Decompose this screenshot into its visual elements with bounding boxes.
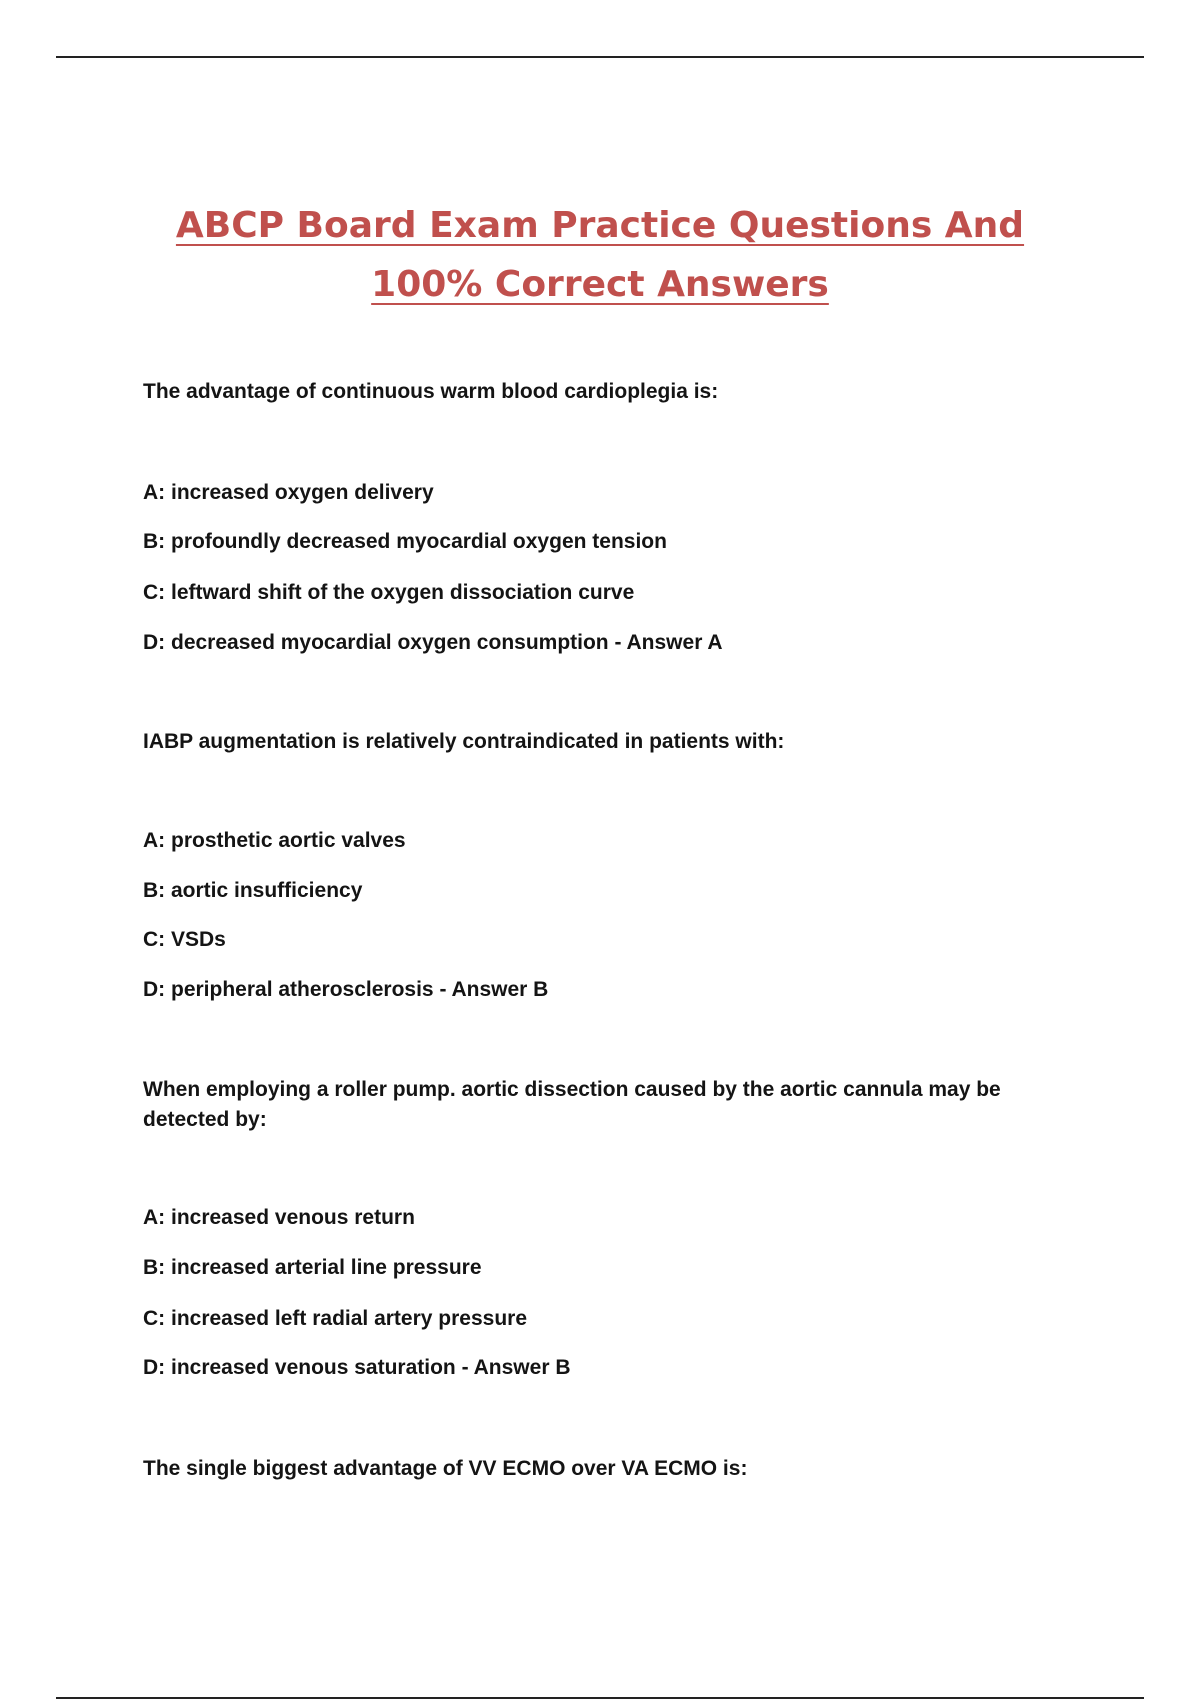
question-2-option-d: D: peripheral atherosclerosis - Answer B <box>143 978 549 1001</box>
question-1-option-c: C: leftward shift of the oxygen dissociation curve <box>143 581 635 604</box>
header-rule <box>56 56 1144 58</box>
question-1-stem: The advantage of continuous warm blood cardioplegia is: <box>143 380 719 403</box>
question-4-stem: The single biggest advantage of VV ECMO over VA ECMO is: <box>143 1457 748 1480</box>
document-title <box>0 196 1200 314</box>
title-line-2: 100% Correct Answers <box>371 264 829 305</box>
question-2-option-c: C: VSDs <box>143 928 226 951</box>
question-1-option-d: D: decreased myocardial oxygen consumption - Answer A <box>143 631 723 654</box>
question-2-stem: IABP augmentation is relatively contraindicated in patients with: <box>143 730 785 753</box>
question-3-option-c: C: increased left radial artery pressure <box>143 1307 528 1330</box>
question-2-option-b: B: aortic insufficiency <box>143 879 363 902</box>
title-line-1: ABCP Board Exam Practice Questions And <box>175 205 1025 246</box>
question-3-option-b: B: increased arterial line pressure <box>143 1256 482 1279</box>
question-3-option-a: A: increased venous return <box>143 1206 415 1229</box>
question-3-stem: When employing a roller pump. aortic dissection caused by the aortic cannula may be detected by: <box>143 1078 1001 1131</box>
question-1-option-b: B: profoundly decreased myocardial oxygen tension <box>143 530 667 553</box>
footer-rule <box>56 1697 1144 1699</box>
question-1-option-a: A: increased oxygen delivery <box>143 481 434 504</box>
question-2-option-a: A: prosthetic aortic valves <box>143 829 406 852</box>
question-3-option-d: D: increased venous saturation - Answer B <box>143 1356 571 1379</box>
